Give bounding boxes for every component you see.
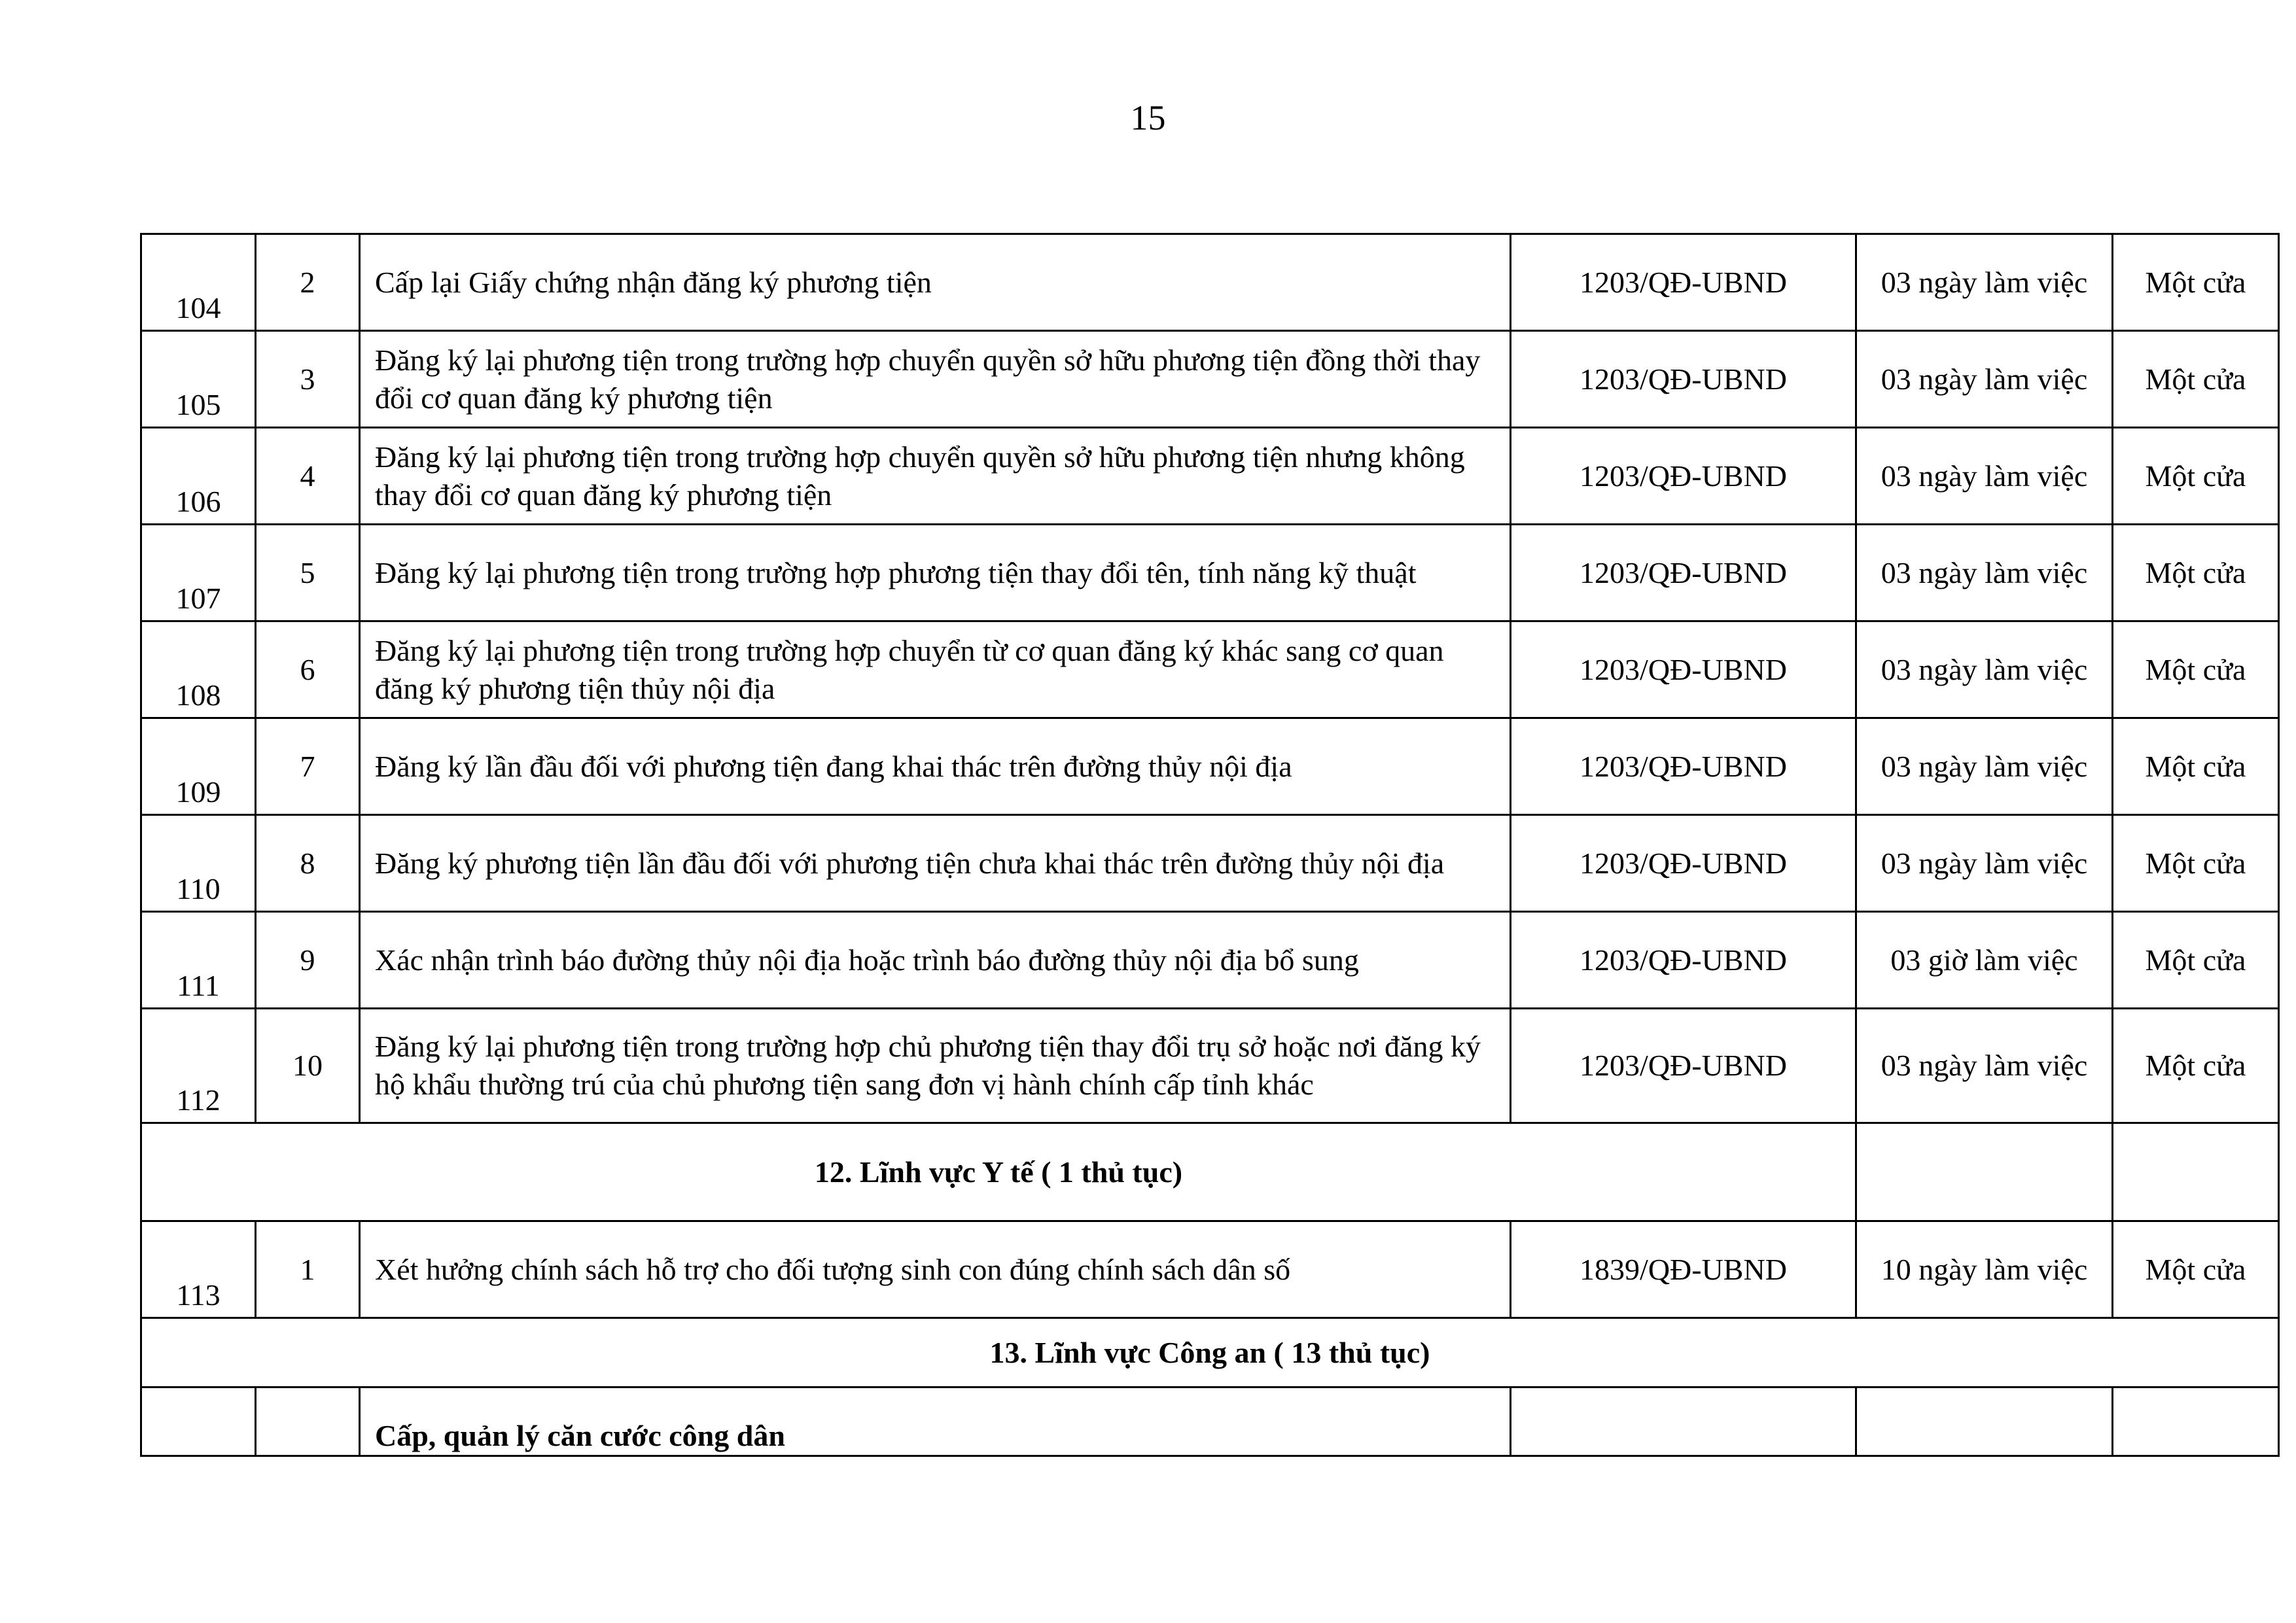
submission-mode: Một cửa — [2113, 234, 2279, 331]
empty-cell — [2113, 1387, 2279, 1456]
section-title: 13. Lĩnh vực Công an ( 13 thủ tục) — [141, 1318, 2279, 1387]
decision-code: 1203/QĐ-UBND — [1511, 331, 1856, 428]
row-number: 10 — [256, 1009, 360, 1123]
processing-time: 03 ngày làm việc — [1856, 331, 2113, 428]
empty-cell — [2113, 1123, 2279, 1221]
row-stt: 107 — [141, 525, 256, 621]
decision-code: 1203/QĐ-UBND — [1511, 1009, 1856, 1123]
submission-mode: Một cửa — [2113, 815, 2279, 912]
row-stt: 108 — [141, 621, 256, 718]
empty-cell — [256, 1387, 360, 1456]
row-number: 8 — [256, 815, 360, 912]
decision-code: 1203/QĐ-UBND — [1511, 525, 1856, 621]
row-stt: 111 — [141, 912, 256, 1009]
table-row — [141, 621, 2279, 718]
page-number: 15 — [1130, 98, 1166, 137]
row-stt: 113 — [141, 1221, 256, 1318]
procedure-name: Đăng ký lại phương tiện trong trường hợp chủ phương tiện thay đổi trụ sở hoặc nơi đăng ký hộ khẩu thường trú của chủ phương tiện sang đơn vị hành chính cấp tỉnh khác — [360, 1009, 1511, 1123]
processing-time: 03 ngày làm việc — [1856, 1009, 2113, 1123]
processing-time: 03 ngày làm việc — [1856, 234, 2113, 331]
processing-time: 03 ngày làm việc — [1856, 718, 2113, 815]
table-row — [141, 912, 2279, 1009]
table-row — [141, 428, 2279, 525]
row-number: 5 — [256, 525, 360, 621]
decision-code: 1839/QĐ-UBND — [1511, 1221, 1856, 1318]
decision-code: 1203/QĐ-UBND — [1511, 234, 1856, 331]
section-title: 12. Lĩnh vực Y tế ( 1 thủ tục) — [141, 1123, 1856, 1221]
table-row — [141, 331, 2279, 428]
subsection-title: Cấp, quản lý căn cước công dân — [360, 1387, 1511, 1456]
procedure-name: Đăng ký lại phương tiện trong trường hợp chuyển từ cơ quan đăng ký khác sang cơ quan đăng ký phương tiện thủy nội địa — [360, 621, 1511, 718]
row-stt: 112 — [141, 1009, 256, 1123]
section-header-row — [141, 1123, 2279, 1221]
submission-mode: Một cửa — [2113, 525, 2279, 621]
row-number: 3 — [256, 331, 360, 428]
row-number: 4 — [256, 428, 360, 525]
procedure-name: Xét hưởng chính sách hỗ trợ cho đối tượng sinh con đúng chính sách dân số — [360, 1221, 1511, 1318]
row-stt: 109 — [141, 718, 256, 815]
table-row — [141, 234, 2279, 331]
empty-cell — [1856, 1123, 2113, 1221]
submission-mode: Một cửa — [2113, 912, 2279, 1009]
submission-mode: Một cửa — [2113, 428, 2279, 525]
row-stt: 110 — [141, 815, 256, 912]
empty-cell — [1856, 1387, 2113, 1456]
table-row — [141, 815, 2279, 912]
procedure-name: Đăng ký lại phương tiện trong trường hợp chuyển quyền sở hữu phương tiện nhưng không thay đổi cơ quan đăng ký phương tiện — [360, 428, 1511, 525]
processing-time: 03 ngày làm việc — [1856, 621, 2113, 718]
procedure-name: Đăng ký phương tiện lần đầu đối với phương tiện chưa khai thác trên đường thủy nội địa — [360, 815, 1511, 912]
submission-mode: Một cửa — [2113, 1221, 2279, 1318]
row-number: 2 — [256, 234, 360, 331]
row-stt: 106 — [141, 428, 256, 525]
decision-code: 1203/QĐ-UBND — [1511, 912, 1856, 1009]
submission-mode: Một cửa — [2113, 718, 2279, 815]
processing-time: 03 giờ làm việc — [1856, 912, 2113, 1009]
submission-mode: Một cửa — [2113, 331, 2279, 428]
processing-time: 03 ngày làm việc — [1856, 428, 2113, 525]
procedure-name: Xác nhận trình báo đường thủy nội địa hoặc trình báo đường thủy nội địa bổ sung — [360, 912, 1511, 1009]
processing-time: 10 ngày làm việc — [1856, 1221, 2113, 1318]
procedure-name: Đăng ký lại phương tiện trong trường hợp chuyển quyền sở hữu phương tiện đồng thời thay đổi cơ quan đăng ký phương tiện — [360, 331, 1511, 428]
decision-code: 1203/QĐ-UBND — [1511, 428, 1856, 525]
row-number: 1 — [256, 1221, 360, 1318]
row-stt: 105 — [141, 331, 256, 428]
procedure-name: Đăng ký lại phương tiện trong trường hợp phương tiện thay đổi tên, tính năng kỹ thuật — [360, 525, 1511, 621]
decision-code: 1203/QĐ-UBND — [1511, 621, 1856, 718]
empty-cell — [141, 1387, 256, 1456]
table-row — [141, 1221, 2279, 1318]
submission-mode: Một cửa — [2113, 1009, 2279, 1123]
processing-time: 03 ngày làm việc — [1856, 525, 2113, 621]
procedure-name: Cấp lại Giấy chứng nhận đăng ký phương tiện — [360, 234, 1511, 331]
section-header-row — [141, 1318, 2279, 1387]
submission-mode: Một cửa — [2113, 621, 2279, 718]
procedure-name: Đăng ký lần đầu đối với phương tiện đang khai thác trên đường thủy nội địa — [360, 718, 1511, 815]
table-row — [141, 525, 2279, 621]
row-number: 6 — [256, 621, 360, 718]
subsection-row — [141, 1387, 2279, 1456]
row-number: 9 — [256, 912, 360, 1009]
processing-time: 03 ngày làm việc — [1856, 815, 2113, 912]
row-number: 7 — [256, 718, 360, 815]
empty-cell — [1511, 1387, 1856, 1456]
table-row — [141, 718, 2279, 815]
decision-code: 1203/QĐ-UBND — [1511, 815, 1856, 912]
decision-code: 1203/QĐ-UBND — [1511, 718, 1856, 815]
row-stt: 104 — [141, 234, 256, 331]
procedures-table — [140, 233, 2280, 1457]
table-row — [141, 1009, 2279, 1123]
